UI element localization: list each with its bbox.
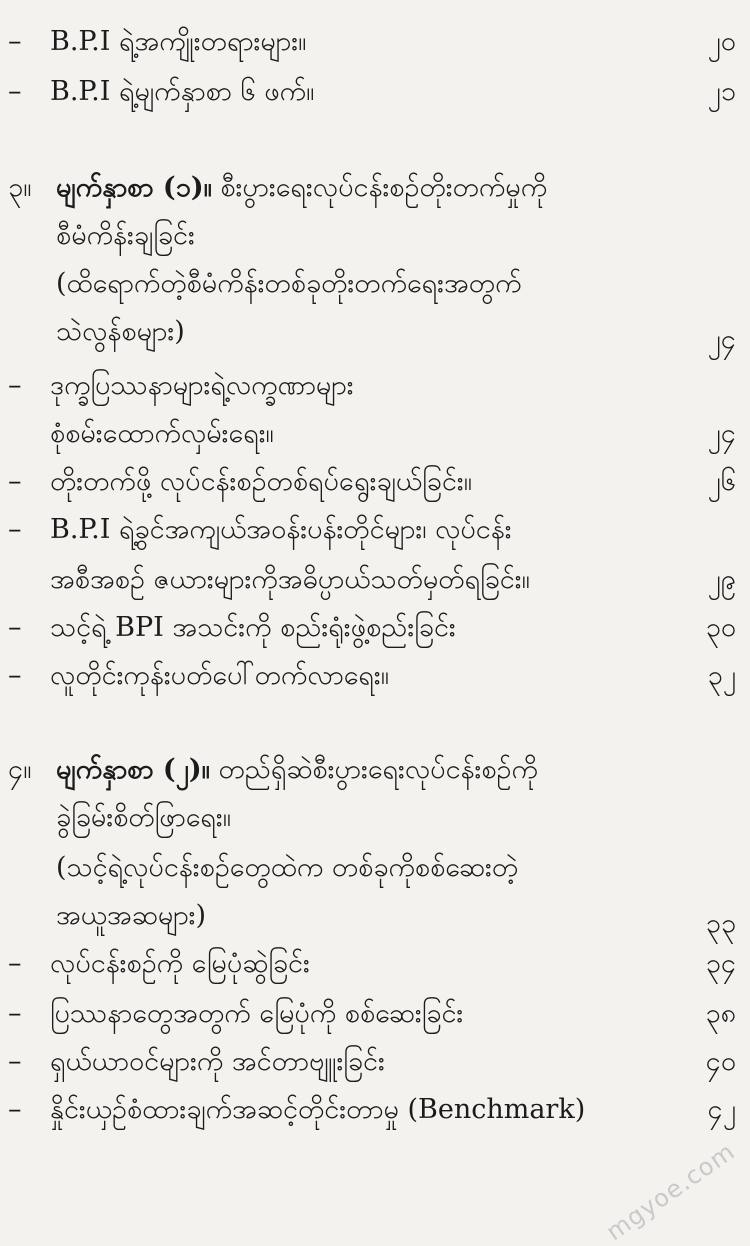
dash-marker: – [8,76,22,107]
toc-entry-text: ဒုက္ခပြဿနာများရဲ့လက္ခဏာများ [50,370,354,401]
page-number: ၃၃ [705,908,736,939]
section-subtitle-line1: (သင့်ရဲ့လုပ်ငန်းစဉ်တွေထဲက တစ်ခုကိုစစ်ဆေးတဲ့ [56,852,519,883]
section-subtitle-line1: (ထိရောက်တဲ့စီမံကိန်းတစ်ခုတိုးတက်ရေးအတွက် [56,268,522,299]
dash-marker: – [8,1094,22,1125]
section-label: မျက်နှာစာ (၁)။ [56,172,212,203]
section-subtitle-line2: သဲလွန်စများ) [56,316,185,347]
page-number: ၃၂ [707,660,736,691]
toc-entry-text: နှိုင်းယှဉ်စံထားချက်အဆင့်တိုင်းတာမှု (Benchmark) [50,1094,586,1125]
dash-marker: – [8,26,22,57]
section-title-line2: စီမံကိန်းချခြင်း [56,220,195,251]
toc-entry-text: B.P.I ရဲ့ခွင်အကျယ်အဝန်းပန်းတိုင်များ၊ လုပ်ငန်း [50,514,512,545]
section-title-line2: ခွဲခြမ်းစိတ်ဖြာရေး။ [56,802,231,833]
section-number: ၄။ [8,754,32,785]
toc-entry-text: လုပ်ငန်းစဉ်ကို မြေပုံဆွဲခြင်း [50,948,310,979]
page-number: ၂၆ [707,466,736,497]
dash-marker: – [8,514,22,545]
section-title-text: စီးပွားရေးလုပ်ငန်းစဉ်တိုးတက်မှုကို [220,172,548,203]
page-number: ၃၈ [705,998,736,1029]
page-number: ၂၄ [707,324,736,355]
page-number: ၂၀ [707,26,736,57]
page-number: ၃၄ [705,948,736,979]
watermark: mgyoe.com [600,1137,740,1246]
page-number: ၃၀ [705,612,736,643]
dash-marker: – [8,612,22,643]
page-number: ၂၄ [707,418,736,449]
page-number: ၂၁ [707,76,736,107]
dash-marker: – [8,466,22,497]
dash-marker: – [8,660,22,691]
toc-entry-text-line2: စုံစမ်းထောက်လှမ်းရေး။ [50,418,274,449]
toc-entry-text: B.P.I ရဲ့အကျိုးတရားများ။ [50,26,307,57]
section-subtitle-line2: အယူအဆများ) [56,900,207,931]
page-number: ၄၂ [707,1094,736,1125]
section-title-text: တည်ရှိဆဲစီးပွားရေးလုပ်ငန်းစဉ်ကို [218,754,538,785]
toc-entry-text: လူတိုင်းကုန်းပတ်ပေါ်တက်လာရေး။ [50,660,389,691]
section-label: မျက်နှာစာ (၂)။ [56,754,210,785]
dash-marker: – [8,1046,22,1077]
section-title [56,168,547,208]
section-number: ၃။ [8,172,32,203]
toc-entry-text: ပြဿနာတွေအတွက် မြေပုံကို စစ်ဆေးခြင်း [50,998,464,1029]
toc-entry-text: သင့်ရဲ့ BPI အသင်းကို စည်းရုံးဖွဲ့စည်းခြင်း [50,612,456,643]
dash-marker: – [8,948,22,979]
page-number: ၂၉ [707,564,736,595]
toc-entry-text: B.P.I ရဲ့မျက်နှာစာ ၆ ဖက်။ [50,76,315,107]
page-number: ၄၀ [705,1046,736,1077]
toc-entry-text-line2: အစီအစဉ် ဇယားများကိုအဓိပ္ပာယ်သတ်မှတ်ရခြင်း။ [50,564,530,595]
toc-entry-text: ရှယ်ယာဝင်များကို အင်တာဗျူးခြင်း [50,1046,385,1077]
dash-marker: – [8,370,22,401]
dash-marker: – [8,998,22,1029]
section-title [56,750,538,790]
toc-entry-text: တိုးတက်ဖို့ လုပ်ငန်းစဉ်တစ်ရပ်ရွေးချယ်ခြင်း။ [50,466,472,497]
